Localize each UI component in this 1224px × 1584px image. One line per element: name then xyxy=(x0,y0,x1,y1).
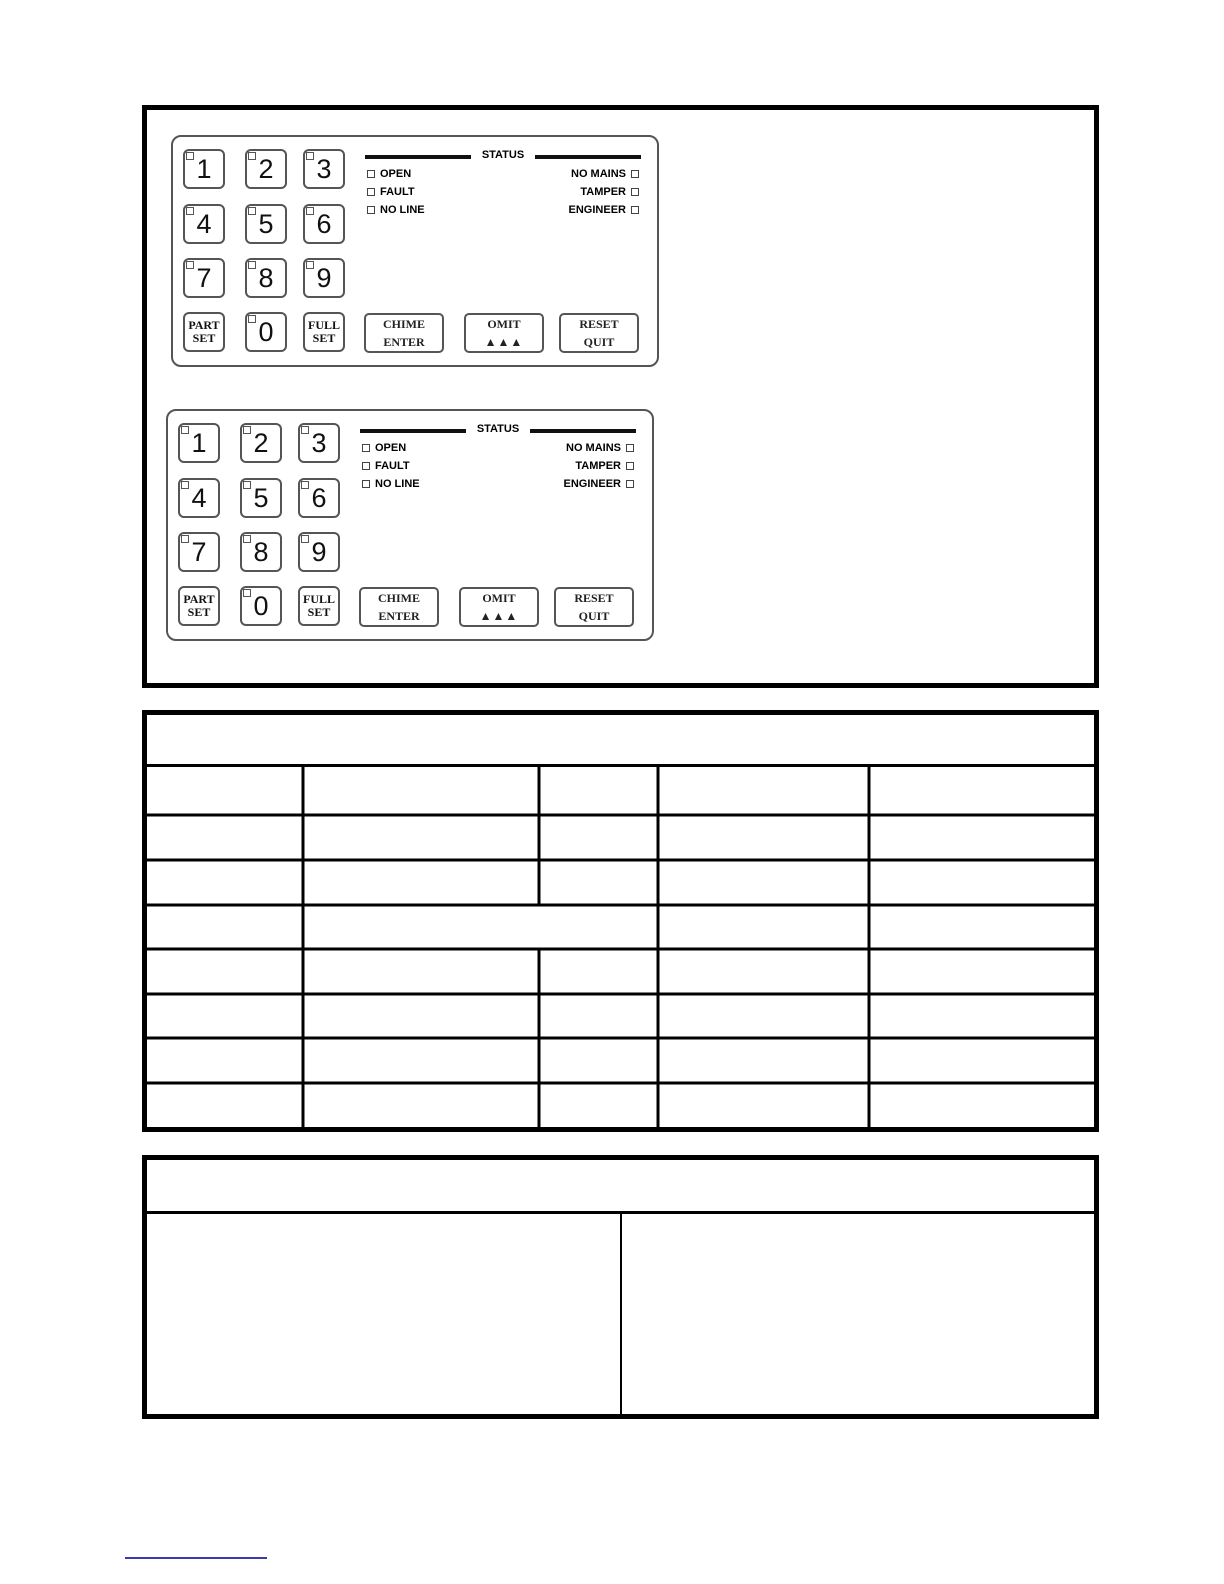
key-6-button[interactable] xyxy=(298,478,340,518)
full-set-button[interactable] xyxy=(303,312,345,352)
key-label: 3 xyxy=(316,153,332,184)
indicator-engineer xyxy=(569,204,639,216)
key-label: 0 xyxy=(258,316,274,347)
key-label: 0 xyxy=(253,590,269,621)
key-led-icon xyxy=(301,426,309,434)
key-4-button[interactable] xyxy=(183,204,225,244)
status-header xyxy=(360,423,636,435)
key-8-button[interactable] xyxy=(240,532,282,572)
key-led-icon xyxy=(248,207,256,215)
key-led-icon xyxy=(306,207,314,215)
indicator-engineer xyxy=(564,478,634,490)
indicator-label: FAULT xyxy=(380,186,415,198)
key-label: 8 xyxy=(253,536,269,567)
chime-enter-button[interactable] xyxy=(359,587,439,627)
key-9-button[interactable] xyxy=(303,258,345,298)
indicator-led-icon xyxy=(626,444,634,452)
key-7-button[interactable] xyxy=(183,258,225,298)
indicator-led-icon xyxy=(362,462,370,470)
key-led-icon xyxy=(248,315,256,323)
indicator-no-line xyxy=(367,204,425,216)
key-0-button[interactable] xyxy=(240,586,282,626)
indicator-label: NO LINE xyxy=(375,478,420,490)
indicator-label: NO LINE xyxy=(380,204,425,216)
omit-button-line2: ▲▲▲ xyxy=(479,609,519,623)
omit-button[interactable] xyxy=(459,587,539,627)
key-led-icon xyxy=(181,426,189,434)
key-led-icon xyxy=(243,481,251,489)
key-label: 4 xyxy=(191,482,207,513)
reset-quit-button[interactable] xyxy=(554,587,634,627)
reset-quit-button-line2: QUIT xyxy=(583,335,615,349)
key-label: 1 xyxy=(196,153,212,184)
key-label: 4 xyxy=(196,208,212,239)
omit-button-line2: ▲▲▲ xyxy=(484,335,524,349)
key-4-button[interactable] xyxy=(178,478,220,518)
key-label: 5 xyxy=(253,482,269,513)
part-set-button-line1: PART xyxy=(183,592,215,606)
key-label: 8 xyxy=(258,262,274,293)
indicator-label: NO MAINS xyxy=(571,168,626,180)
reset-quit-button-line1: RESET xyxy=(579,317,619,331)
key-led-icon xyxy=(243,426,251,434)
full-set-button-line2: SET xyxy=(307,605,331,619)
keypad-panel-lower xyxy=(166,409,654,641)
part-set-button-line1: PART xyxy=(188,318,220,332)
indicator-open xyxy=(367,168,411,180)
indicator-label: FAULT xyxy=(375,460,410,472)
indicator-led-icon xyxy=(362,444,370,452)
key-led-icon xyxy=(243,589,251,597)
status-title: STATUS xyxy=(476,423,520,435)
key-label: 6 xyxy=(316,208,332,239)
key-led-icon xyxy=(243,535,251,543)
full-set-button-line1: FULL xyxy=(302,592,335,606)
full-set-button[interactable] xyxy=(298,586,340,626)
indicator-no-mains xyxy=(566,442,634,454)
indicator-led-icon xyxy=(626,462,634,470)
notes-frame xyxy=(142,1155,1099,1419)
indicator-led-icon xyxy=(631,206,639,214)
status-title: STATUS xyxy=(481,149,525,161)
notes-header-row xyxy=(147,1160,1094,1214)
indicator-label: NO MAINS xyxy=(566,442,621,454)
footer-rule xyxy=(125,1557,267,1559)
indicator-label: ENGINEER xyxy=(563,478,621,490)
indicator-fault xyxy=(362,460,410,472)
omit-button-line1: OMIT xyxy=(482,591,516,605)
indicator-led-icon xyxy=(367,170,375,178)
indicator-led-icon xyxy=(362,480,370,488)
reset-quit-button[interactable] xyxy=(559,313,639,353)
indicator-label: ENGINEER xyxy=(568,204,626,216)
chime-enter-button-line2: ENTER xyxy=(378,609,420,623)
key-led-icon xyxy=(186,207,194,215)
indicator-fault xyxy=(367,186,415,198)
full-set-button-line2: SET xyxy=(312,331,336,345)
indicator-no-mains xyxy=(571,168,639,180)
key-led-icon xyxy=(248,261,256,269)
key-0-button[interactable] xyxy=(245,312,287,352)
key-label: 7 xyxy=(196,262,212,293)
chime-enter-button-line1: CHIME xyxy=(378,591,420,605)
indicator-tamper xyxy=(575,460,634,472)
keypad-diagram-frame xyxy=(142,105,1099,688)
indicator-led-icon xyxy=(367,188,375,196)
key-2-button[interactable] xyxy=(245,149,287,189)
key-led-icon xyxy=(306,152,314,160)
indicator-led-icon xyxy=(631,170,639,178)
key-9-button[interactable] xyxy=(298,532,340,572)
indicator-label: OPEN xyxy=(380,168,412,180)
key-7-button[interactable] xyxy=(178,532,220,572)
key-3-button[interactable] xyxy=(298,423,340,463)
part-set-button[interactable] xyxy=(183,312,225,352)
key-label: 7 xyxy=(191,536,207,567)
key-3-button[interactable] xyxy=(303,149,345,189)
reset-quit-button-line1: RESET xyxy=(574,591,614,605)
chime-enter-button[interactable] xyxy=(364,313,444,353)
chime-enter-button-line1: CHIME xyxy=(383,317,425,331)
table-grid xyxy=(147,715,1094,1127)
indicator-label: TAMPER xyxy=(580,186,626,198)
indicator-led-icon xyxy=(626,480,634,488)
key-2-button[interactable] xyxy=(240,423,282,463)
indicator-led-icon xyxy=(631,188,639,196)
indicator-label: OPEN xyxy=(375,442,407,454)
key-label: 3 xyxy=(311,427,327,458)
key-label: 9 xyxy=(316,262,332,293)
key-1-button[interactable] xyxy=(183,149,225,189)
indicator-label: TAMPER xyxy=(575,460,621,472)
keypad-panel-upper xyxy=(171,135,659,367)
key-led-icon xyxy=(186,152,194,160)
notes-column-divider xyxy=(620,1213,622,1414)
key-led-icon xyxy=(301,535,309,543)
key-1-button[interactable] xyxy=(178,423,220,463)
key-label: 9 xyxy=(311,536,327,567)
indicator-open xyxy=(362,442,406,454)
key-led-icon xyxy=(181,535,189,543)
key-led-icon xyxy=(248,152,256,160)
indicator-led-icon xyxy=(367,206,375,214)
key-led-icon xyxy=(306,261,314,269)
indicator-no-line xyxy=(362,478,420,490)
key-6-button[interactable] xyxy=(303,204,345,244)
key-5-button[interactable] xyxy=(245,204,287,244)
status-header xyxy=(365,149,641,161)
reset-quit-button-line2: QUIT xyxy=(578,609,610,623)
part-set-button[interactable] xyxy=(178,586,220,626)
part-set-button-line2: SET xyxy=(187,605,211,619)
key-label: 6 xyxy=(311,482,327,513)
key-8-button[interactable] xyxy=(245,258,287,298)
key-led-icon xyxy=(301,481,309,489)
key-5-button[interactable] xyxy=(240,478,282,518)
key-label: 2 xyxy=(253,427,269,458)
omit-button-line1: OMIT xyxy=(487,317,521,331)
key-label: 5 xyxy=(258,208,274,239)
indicator-tamper xyxy=(580,186,639,198)
chime-enter-button-line2: ENTER xyxy=(383,335,425,349)
key-led-icon xyxy=(181,481,189,489)
key-label: 2 xyxy=(258,153,274,184)
table-frame xyxy=(142,710,1099,1132)
full-set-button-line1: FULL xyxy=(307,318,340,332)
key-label: 1 xyxy=(191,427,207,458)
part-set-button-line2: SET xyxy=(192,331,216,345)
key-led-icon xyxy=(186,261,194,269)
omit-button[interactable] xyxy=(464,313,544,353)
